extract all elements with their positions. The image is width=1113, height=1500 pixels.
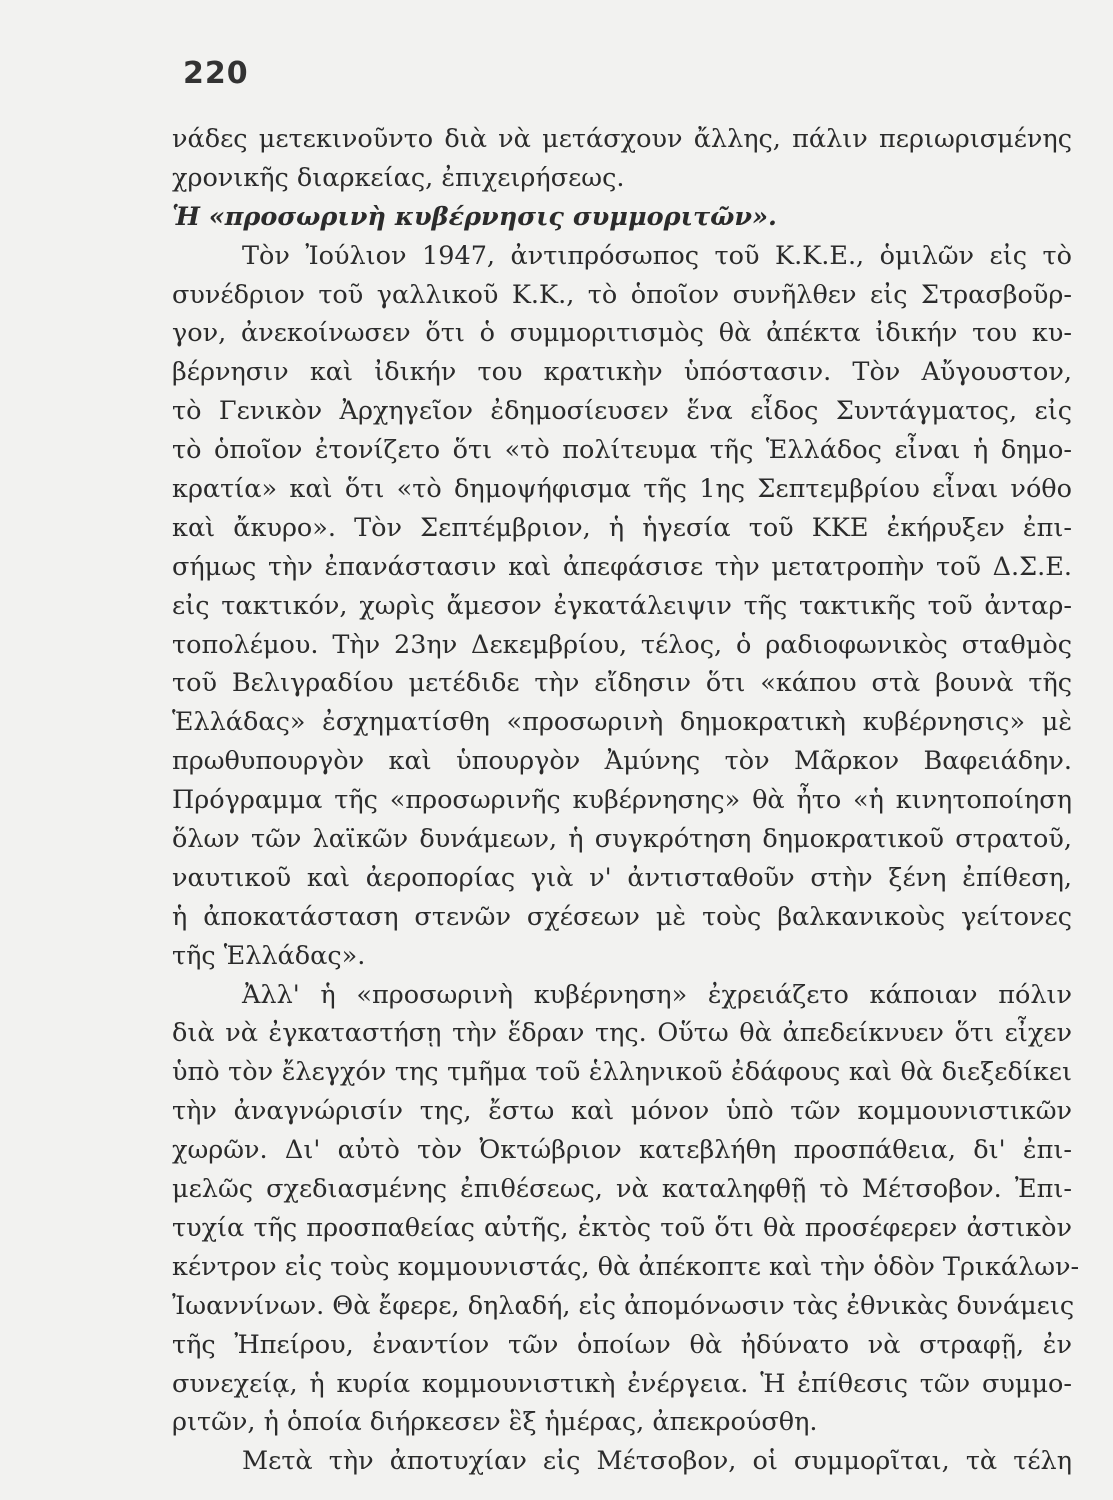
text-line: Ἀλλ' ἡ «προσωρινὴ κυβέρνηση» ἐχρειάζετο κάποιαν πόλιν — [242, 979, 1072, 1010]
text-line: τὴν ἀναγνώρισίν της, ἔστω καὶ μόνον ὑπὸ τῶν κομμουνιστικῶν — [172, 1096, 1072, 1127]
text-line: γον, ἀνεκοίνωσεν ὅτι ὁ συμμοριτισμὸς θὰ ἀπέκτα ἰδικήν του κυ- — [172, 318, 1072, 349]
text-line: χρονικῆς διαρκείας, ἐπιχειρήσεως. — [172, 162, 625, 193]
text-line: βέρνησιν καὶ ἰδικήν του κρατικὴν ὑπόστασιν. Τὸν Αὔγουστον, — [172, 357, 1072, 388]
text-line: τῆς Ἠπείρου, ἐναντίον τῶν ὁποίων θὰ ἠδύνατο νὰ στραφῇ, ἐν — [172, 1329, 1072, 1360]
text-line: χωρῶν. Δι' αὐτὸ τὸν Ὀκτώβριον κατεβλήθη προσπάθεια, δι' ἐπι- — [172, 1135, 1072, 1166]
text-line: τὸ ὁποῖον ἐτονίζετο ὅτι «τὸ πολίτευμα τῆς Ἑλλάδος εἶναι ἡ δημο- — [172, 435, 1072, 466]
text-line: ἡ ἀποκατάσταση στενῶν σχέσεων μὲ τοὺς βαλκανικοὺς γείτονες — [172, 901, 1072, 932]
text-line: Ἑλλάδας» ἐσχηματίσθη «προσωρινὴ δημοκρατικὴ κυβέρνησις» μὲ — [172, 707, 1072, 738]
text-line: πρωθυπουργὸν καὶ ὑπουργὸν Ἀμύνης τὸν Μᾶρκον Βαφειάδην. — [172, 746, 1072, 777]
text-line: τῆς Ἑλλάδας». — [172, 940, 366, 971]
text-line: ὅλων τῶν λαϊκῶν δυνάμεων, ἡ συγκρότηση δημοκρατικοῦ στρατοῦ, — [172, 824, 1072, 855]
page-body-text — [172, 120, 1080, 1481]
text-line: καὶ ἄκυρο». Τὸν Σεπτέμβριον, ἡ ἡγεσία τοῦ ΚΚΕ ἐκήρυξεν ἐπι- — [172, 512, 1072, 543]
text-line: συνέδριον τοῦ γαλλικοῦ Κ.Κ., τὸ ὁποῖον συνῆλθεν εἰς Στρασβοῦρ- — [172, 279, 1072, 310]
text-line: συνεχείᾳ, ἡ κυρία κομμουνιστικὴ ἐνέργεια. Ἡ ἐπίθεσις τῶν συμμο- — [172, 1368, 1072, 1399]
text-line: τοπολέμου. Τὴν 23ην Δεκεμβρίου, τέλος, ὁ ραδιοφωνικὸς σταθμὸς — [172, 629, 1072, 660]
text-line: Μετὰ τὴν ἀποτυχίαν εἰς Μέτσοβον, οἱ συμμορῖται, τὰ τέλη — [242, 1446, 1072, 1477]
text-line: ὑπὸ τὸν ἔλεγχόν της τμῆμα τοῦ ἑλληνικοῦ ἐδάφους καὶ θὰ διεξεδίκει — [172, 1057, 1072, 1088]
page-number: 220 — [183, 56, 249, 91]
text-line: Πρόγραμμα τῆς «προσωρινῆς κυβέρνησης» θὰ ἦτο «ἡ κινητοποίηση — [172, 785, 1072, 816]
text-line: ναυτικοῦ καὶ ἀεροπορίας γιὰ ν' ἀντισταθοῦν στὴν ξένη ἐπίθεση, — [172, 862, 1072, 893]
section-heading: Ἡ «προσωρινὴ κυβέρνησις συμμοριτῶν». — [172, 201, 777, 232]
text-line: Ἰωαννίνων. Θὰ ἔφερε, δηλαδή, εἰς ἀπομόνωσιν τὰς ἐθνικὰς δυνάμεις — [172, 1290, 1075, 1321]
text-line: νάδες μετεκινοῦντο διὰ νὰ μετάσχουν ἄλλης, πάλιν περιωρισμένης — [172, 124, 1072, 154]
text-line: κρατία» καὶ ὅτι «τὸ δημοψήφισμα τῆς 1ης Σεπτεμβρίου εἶναι νόθο — [172, 474, 1072, 505]
text-line: ριτῶν, ἡ ὁποία διήρκεσεν ἓξ ἡμέρας, ἀπεκρούσθη. — [172, 1407, 818, 1438]
text-line: Τὸν Ἰούλιον 1947, ἀντιπρόσωπος τοῦ Κ.Κ.Ε., ὁμιλῶν εἰς τὸ — [242, 240, 1072, 271]
text-line: κέντρον εἰς τοὺς κομμουνιστάς, θὰ ἀπέκοπτε καὶ τὴν ὁδὸν Τρικάλων- — [172, 1251, 1080, 1282]
text-line: εἰς τακτικόν, χωρὶς ἄμεσον ἐγκατάλειψιν τῆς τακτικῆς τοῦ ἀνταρ- — [172, 590, 1072, 621]
text-line: σήμως τὴν ἐπανάστασιν καὶ ἀπεφάσισε τὴν μετατροπὴν τοῦ Δ.Σ.Ε. — [172, 551, 1072, 582]
text-line: τυχία τῆς προσπαθείας αὐτῆς, ἐκτὸς τοῦ ὅτι θὰ προσέφερεν ἀστικὸν — [172, 1212, 1072, 1243]
text-line: τὸ Γενικὸν Ἀρχηγεῖον ἐδημοσίευσεν ἕνα εἶδος Συντάγματος, εἰς — [172, 396, 1072, 427]
text-line: διὰ νὰ ἐγκαταστήσῃ τὴν ἕδραν της. Οὕτω θὰ ἀπεδείκνυεν ὅτι εἶχεν — [172, 1018, 1072, 1049]
text-line: μελῶς σχεδιασμένης ἐπιθέσεως, νὰ καταληφθῇ τὸ Μέτσοβον. Ἐπι- — [172, 1174, 1072, 1205]
text-line: τοῦ Βελιγραδίου μετέδιδε τὴν εἴδησιν ὅτι «κάπου στὰ βουνὰ τῆς — [172, 668, 1072, 699]
